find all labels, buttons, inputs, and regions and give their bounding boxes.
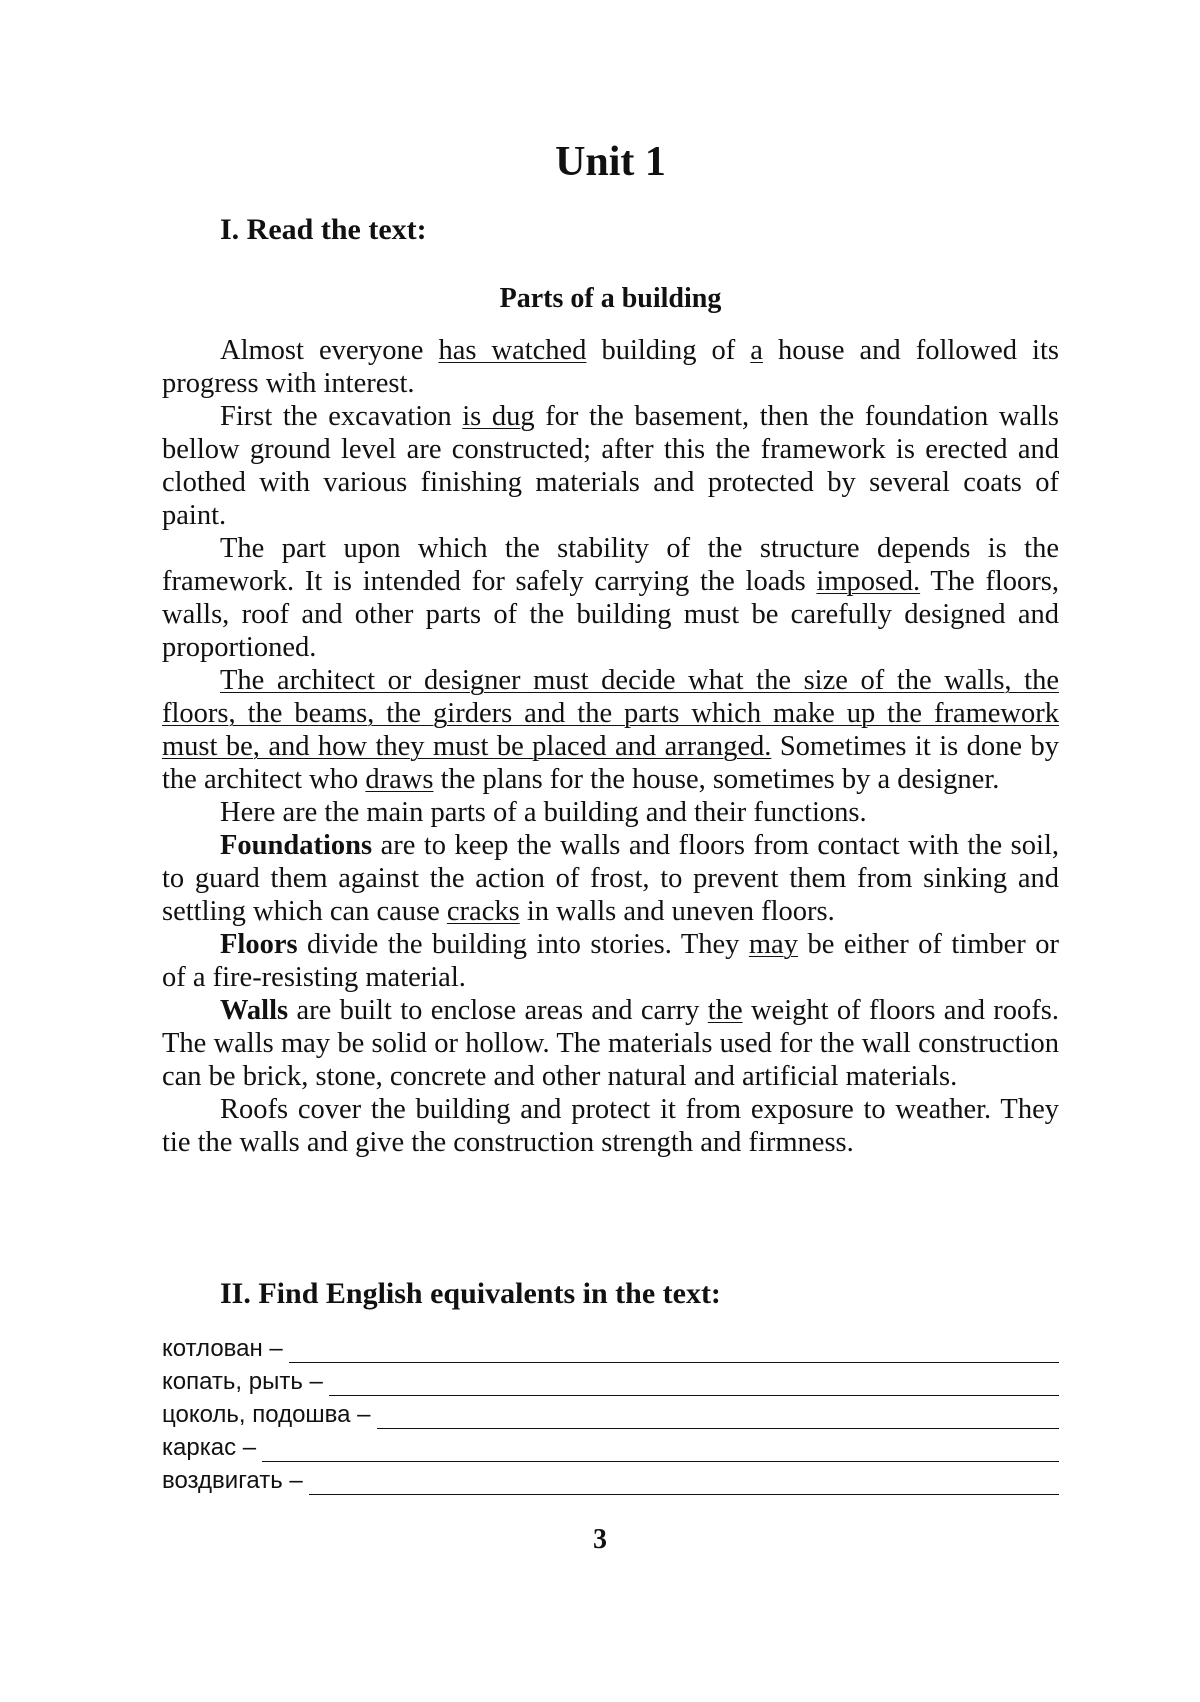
underlined-phrase: cracks <box>446 896 520 927</box>
underlined-phrase: draws <box>365 764 434 795</box>
vocab-row <box>162 1332 1059 1365</box>
underlined-phrase: a <box>750 335 763 366</box>
paragraph-8 <box>162 994 1059 1093</box>
text-run: be either of timber or of a fire-resisting material. <box>162 929 1059 993</box>
paragraph-7 <box>162 928 1059 994</box>
bold-term: Foundations <box>220 830 373 861</box>
vocab-term: котлован – <box>162 1335 283 1362</box>
text-run: house and followed its progress with interest. <box>162 335 1059 399</box>
reading-text <box>162 334 1059 1159</box>
text-run: Almost everyone <box>220 335 439 366</box>
underlined-phrase: the <box>707 995 743 1026</box>
text-title: Parts of a building <box>499 283 722 314</box>
section-heading-read: I. Read the text: <box>220 213 427 246</box>
answer-blank[interactable] <box>329 1373 1059 1396</box>
vocab-row <box>162 1365 1059 1398</box>
text-run: The floors, walls, roof and other parts of the building must be carefully designed and proportioned. <box>162 566 1059 663</box>
text-run: divide the building into stories. They <box>297 929 749 960</box>
vocabulary-list <box>162 1332 1059 1497</box>
answer-blank[interactable] <box>377 1406 1059 1429</box>
text-run: the plans for the house, sometimes by a designer. <box>433 764 1000 795</box>
bold-term: Walls <box>220 995 289 1026</box>
vocab-term: каркас – <box>162 1434 257 1461</box>
text-run: in walls and uneven floors. <box>519 896 835 927</box>
bold-term: Floors <box>220 929 298 960</box>
text-run: Roofs cover the building and protect it from exposure to weather. They tie the walls and give the construction strength and firmness. <box>162 1094 1059 1158</box>
vocab-row <box>162 1398 1059 1431</box>
paragraph-2 <box>162 400 1059 532</box>
text-run: building of <box>586 335 751 366</box>
text-run: for the basement, then the foundation walls bellow ground level are constructed; after this the framework is erected and clothed with various finishing materials and protected by several coats of paint. <box>162 401 1059 531</box>
text-run: weight of floors and roofs. The walls may be solid or hollow. The materials used for the wall construction can be brick, stone, concrete and other natural and artificial materials. <box>162 995 1059 1092</box>
paragraph-4 <box>162 664 1059 796</box>
answer-blank[interactable] <box>289 1340 1059 1363</box>
text-run: First the excavation <box>220 401 463 432</box>
paragraph-1 <box>162 334 1059 400</box>
unit-title: Unit 1 <box>555 139 666 185</box>
text-run: The part upon which the stability of the structure depends is the framework. It is intended for safely carrying the loads <box>162 533 1059 597</box>
underlined-phrase: The architect or designer must decide what the size of the walls, the floors, the beams, the girders and the parts which make up the framework must be, and how they must be placed and arranged. <box>162 665 1059 762</box>
text-run: Here are the main parts of a building and their functions. <box>220 797 867 828</box>
vocab-term: копать, рыть – <box>162 1368 323 1395</box>
vocab-row <box>162 1431 1059 1464</box>
text-run: are built to enclose areas and carry <box>288 995 708 1026</box>
page-number: 3 <box>593 1524 607 1555</box>
paragraph-3 <box>162 532 1059 664</box>
answer-blank[interactable] <box>309 1472 1059 1495</box>
paragraph-9 <box>162 1093 1059 1159</box>
underlined-phrase: may <box>748 929 798 960</box>
paragraph-5 <box>162 796 1059 829</box>
underlined-phrase: is dug <box>462 401 535 432</box>
vocab-term: воздвигать – <box>162 1467 303 1494</box>
section-heading-equivalents: II. Find English equivalents in the text: <box>220 1277 721 1310</box>
vocab-term: цоколь, подошва – <box>162 1401 371 1428</box>
vocab-row <box>162 1464 1059 1497</box>
text-run: Sometimes it is done by the architect who <box>162 731 1059 795</box>
underlined-phrase: has watched <box>438 335 587 366</box>
underlined-phrase: imposed. <box>816 566 921 597</box>
answer-blank[interactable] <box>262 1439 1059 1462</box>
paragraph-6 <box>162 829 1059 928</box>
text-run: are to keep the walls and floors from contact with the soil, to guard them against the action of frost, to prevent them from sinking and settling which can cause <box>162 830 1059 927</box>
